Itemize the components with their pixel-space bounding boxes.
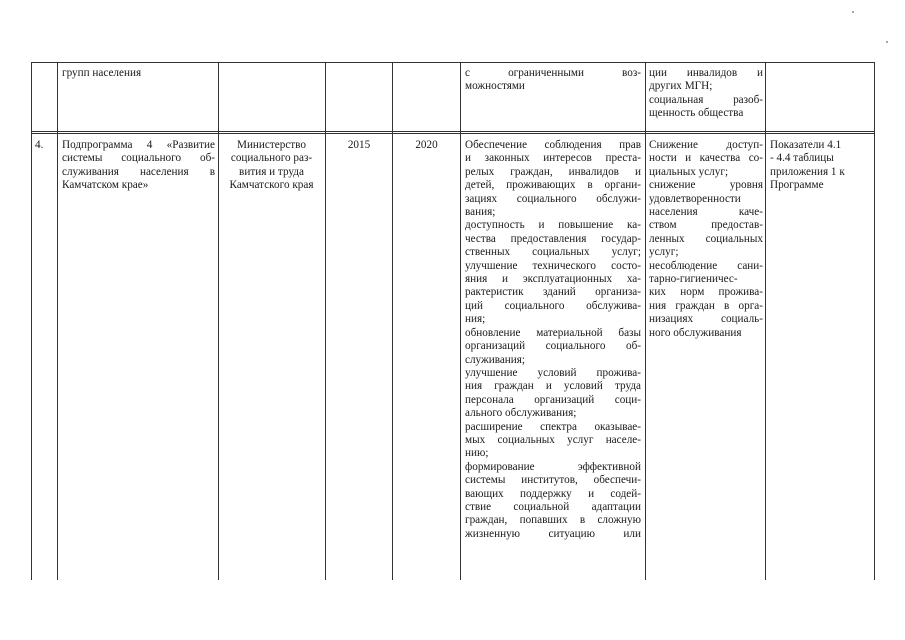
- col-border-8: [874, 62, 875, 580]
- text-line: ального обслуживания;: [465, 407, 577, 420]
- text-line: расширение спектра оказывае-: [465, 420, 641, 433]
- text-line: Программе: [770, 179, 824, 192]
- text-line: ного обслуживания: [649, 326, 742, 339]
- text-line: ния граждан в орга-: [649, 299, 763, 312]
- text-line: - 4.4 таблицы: [770, 152, 834, 165]
- text-line: Обеспечение соблюдения прав: [465, 139, 641, 151]
- top-row-consequences-cell: [649, 67, 763, 121]
- text-line: Министерство: [237, 139, 306, 151]
- text-line: зациях социального обслужи-: [465, 192, 641, 205]
- table-top-border: [31, 62, 875, 63]
- text-line: релых граждан, инвалидов и: [465, 165, 641, 178]
- scan-speck: [886, 41, 888, 43]
- text-line: с ограниченными воз-: [465, 67, 641, 79]
- scan-speck: [852, 11, 854, 13]
- consequences-cell: [649, 139, 763, 340]
- text-line: групп населения: [62, 67, 142, 79]
- text-line: яния и эксплуатационных ха-: [465, 273, 641, 286]
- text-line: вания;: [465, 206, 496, 219]
- text-line: чества предоставления государ-: [465, 232, 641, 245]
- text-line: ких норм прожива-: [649, 286, 763, 299]
- text-line: рактеристик зданий организа-: [465, 286, 641, 299]
- col-border-7: [765, 62, 766, 580]
- col-border-6: [645, 62, 646, 580]
- text-line: населения каче-: [649, 206, 763, 219]
- text-line: мых социальных услуг населе-: [465, 433, 641, 446]
- start-year-cell: 2015: [347, 139, 371, 151]
- text-line: доступность и повышение ка-: [465, 219, 641, 232]
- text-line: Подпрограмма 4 «Развитие: [62, 139, 215, 151]
- text-line: несоблюдение сани-: [649, 259, 763, 272]
- text-line: граждан, попавших в сложную: [465, 514, 641, 527]
- text-line: персонала организаций соци-: [465, 393, 641, 406]
- text-line: социального раз-: [230, 152, 313, 165]
- text-line: можностями: [465, 80, 525, 93]
- text-line: улучшение условий прожива-: [465, 366, 641, 379]
- text-line: обновление материальной базы: [465, 326, 641, 339]
- text-line: приложения 1 к: [770, 165, 845, 178]
- text-line: Показатели 4.1: [770, 139, 842, 151]
- text-line: ния граждан и условий труда: [465, 380, 641, 393]
- text-line: услуг;: [649, 246, 679, 259]
- text-line: формирование эффективной: [465, 460, 641, 473]
- col-border-0: [31, 62, 32, 580]
- expected-results-cell: [465, 139, 641, 541]
- text-line: нию;: [465, 447, 489, 460]
- text-line: социальная разоб-: [649, 93, 763, 106]
- text-line: Камчатского края: [229, 179, 314, 192]
- text-line: вающих поддержку и содей-: [465, 487, 641, 500]
- text-line: ством предостав-: [649, 219, 763, 232]
- text-line: ния;: [465, 313, 486, 326]
- top-row-group-cell: [62, 67, 214, 80]
- text-line: ции инвалидов и: [649, 67, 763, 79]
- text-line: щенность общества: [649, 107, 744, 120]
- row-divider: [31, 131, 875, 132]
- text-line: детей, проживающих в органи-: [465, 179, 641, 192]
- text-line: системы социального об-: [62, 152, 215, 165]
- top-row-results-cell: [465, 67, 641, 94]
- text-line: тарно-гигиеничес-: [649, 273, 738, 286]
- end-year-cell: 2020: [415, 139, 438, 151]
- text-line: улучшение технического состо-: [465, 259, 641, 272]
- text-line: циальных услуг;: [649, 165, 729, 178]
- indicators-cell: [770, 139, 872, 193]
- row-number: 4.: [35, 139, 44, 151]
- text-line: низациях социаль-: [649, 313, 763, 326]
- text-line: служивания;: [465, 353, 526, 366]
- text-line: ности и качества со-: [649, 152, 763, 165]
- text-line: других МГН;: [649, 80, 713, 93]
- text-line: удовлетворенности: [649, 192, 741, 205]
- text-line: служивания населения в: [62, 165, 215, 178]
- row-divider-double: [31, 133, 875, 134]
- text-line: жизненную ситуацию или: [465, 527, 641, 540]
- text-line: Снижение доступ-: [649, 139, 763, 151]
- subprogram-name-cell: [62, 139, 215, 193]
- text-line: ленных социальных: [649, 232, 763, 245]
- col-border-1: [57, 62, 58, 580]
- text-line: ствие социальной адаптации: [465, 500, 641, 513]
- text-line: системы институтов, обеспечи-: [465, 474, 641, 487]
- text-line: Камчатском крае»: [62, 179, 149, 192]
- text-line: и законных интересов преста-: [465, 152, 641, 165]
- text-line: организаций социального об-: [465, 340, 641, 353]
- text-line: вития и труда: [239, 165, 304, 178]
- text-line: снижение уровня: [649, 179, 763, 192]
- col-border-5: [460, 62, 461, 580]
- executor-cell: [219, 139, 324, 193]
- text-line: ственных социальных услуг;: [465, 246, 641, 259]
- text-line: ций социального обслужива-: [465, 299, 641, 312]
